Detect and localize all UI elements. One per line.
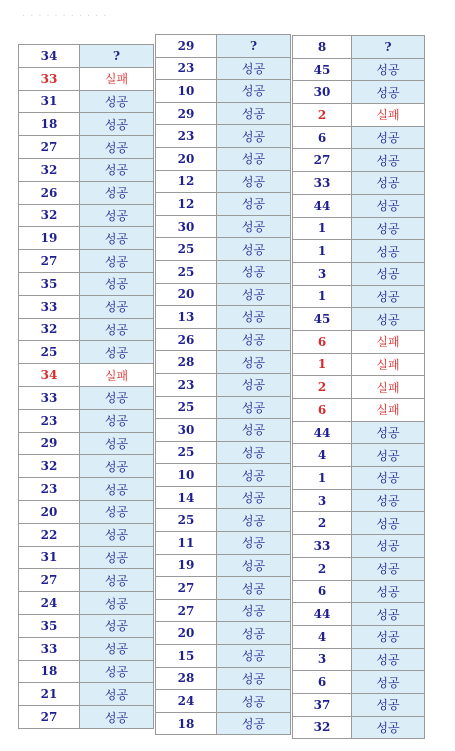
number-cell: 11 <box>156 532 217 555</box>
number-cell: 44 <box>293 421 352 444</box>
number-cell: 22 <box>19 523 80 546</box>
number-cell: 32 <box>19 455 80 478</box>
number-cell: 21 <box>19 683 80 706</box>
result-cell: 성공 <box>80 227 154 250</box>
table-row <box>19 706 154 729</box>
number-cell: 25 <box>156 238 217 261</box>
number-cell: 1 <box>293 467 352 490</box>
result-cell: 성공 <box>352 194 425 217</box>
result-cell: 성공 <box>352 58 425 81</box>
result-cell: 성공 <box>80 90 154 113</box>
table-row <box>156 554 291 577</box>
table-row <box>156 80 291 103</box>
number-cell: 1 <box>293 240 352 263</box>
result-cell: 성공 <box>352 308 425 331</box>
result-cell: 성공 <box>352 467 425 490</box>
number-cell: 44 <box>293 194 352 217</box>
table-row <box>19 523 154 546</box>
table-row <box>293 512 425 535</box>
result-cell: 성공 <box>80 523 154 546</box>
number-cell: 2 <box>293 512 352 535</box>
number-cell: 3 <box>293 262 352 285</box>
table-row <box>293 421 425 444</box>
number-cell: 2 <box>293 104 352 127</box>
table-row <box>19 90 154 113</box>
number-cell: 30 <box>293 81 352 104</box>
result-cell: 성공 <box>352 512 425 535</box>
number-cell: 23 <box>156 57 217 80</box>
result-cell: 성공 <box>80 409 154 432</box>
number-cell: 34 <box>19 364 80 387</box>
table-row <box>156 396 291 419</box>
table-row <box>156 645 291 668</box>
result-cell: 성공 <box>80 318 154 341</box>
number-cell: 6 <box>293 580 352 603</box>
table-row <box>19 158 154 181</box>
result-cell: 성공 <box>352 240 425 263</box>
number-cell: 18 <box>19 660 80 683</box>
table-row <box>156 622 291 645</box>
table-row <box>293 58 425 81</box>
number-cell: 44 <box>293 603 352 626</box>
result-cell: 성공 <box>352 535 425 558</box>
number-cell: 26 <box>19 181 80 204</box>
table-row <box>293 671 425 694</box>
number-cell: 23 <box>156 373 217 396</box>
result-cell: 성공 <box>352 648 425 671</box>
number-cell: 14 <box>156 486 217 509</box>
table-row <box>156 102 291 125</box>
results-table-3 <box>292 35 425 739</box>
number-cell: 45 <box>293 58 352 81</box>
table-row <box>293 172 425 195</box>
table-row <box>293 353 425 376</box>
number-cell: 27 <box>293 149 352 172</box>
number-cell: 25 <box>156 396 217 419</box>
table-row <box>19 409 154 432</box>
table-row <box>293 81 425 104</box>
number-cell: 1 <box>293 217 352 240</box>
number-cell: 33 <box>19 295 80 318</box>
table-row <box>19 295 154 318</box>
table-row <box>19 250 154 273</box>
table-row <box>293 535 425 558</box>
table-row <box>19 614 154 637</box>
result-cell: 성공 <box>80 204 154 227</box>
result-cell: 성공 <box>352 421 425 444</box>
result-cell: 실패 <box>352 399 425 422</box>
result-cell: 성공 <box>217 238 291 261</box>
number-cell: 29 <box>156 102 217 125</box>
table-row <box>19 204 154 227</box>
number-cell: 2 <box>293 557 352 580</box>
number-cell: 2 <box>293 376 352 399</box>
number-cell: 27 <box>156 577 217 600</box>
number-cell: 37 <box>293 693 352 716</box>
table-row <box>156 509 291 532</box>
result-cell: 성공 <box>217 102 291 125</box>
number-cell: 33 <box>19 386 80 409</box>
result-cell: 성공 <box>217 193 291 216</box>
result-cell: 성공 <box>352 693 425 716</box>
number-cell: 26 <box>156 328 217 351</box>
number-cell: 32 <box>293 716 352 739</box>
number-cell: 25 <box>19 341 80 364</box>
result-cell: 성공 <box>352 81 425 104</box>
result-cell: 성공 <box>80 500 154 523</box>
table-row <box>293 444 425 467</box>
results-table-1 <box>18 44 154 729</box>
result-cell: 성공 <box>217 80 291 103</box>
number-cell: 19 <box>156 554 217 577</box>
result-cell: 성공 <box>80 432 154 455</box>
result-cell: 성공 <box>217 215 291 238</box>
result-cell: 성공 <box>352 217 425 240</box>
number-cell: 1 <box>293 285 352 308</box>
table-row <box>156 351 291 374</box>
result-cell: 성공 <box>217 554 291 577</box>
result-cell: 성공 <box>217 396 291 419</box>
number-cell: 45 <box>293 308 352 331</box>
result-cell: 성공 <box>217 419 291 442</box>
header-row <box>156 35 291 58</box>
table-row <box>293 489 425 512</box>
result-cell: 성공 <box>217 373 291 396</box>
table-row <box>19 546 154 569</box>
number-cell: 20 <box>156 147 217 170</box>
table-row <box>293 262 425 285</box>
table-row <box>293 693 425 716</box>
number-cell: 23 <box>19 478 80 501</box>
number-cell: 10 <box>156 464 217 487</box>
number-cell: 20 <box>156 622 217 645</box>
table-row <box>293 399 425 422</box>
number-cell: 29 <box>156 35 217 58</box>
result-cell: 성공 <box>217 57 291 80</box>
result-cell: 실패 <box>80 364 154 387</box>
table-row <box>293 126 425 149</box>
result-cell: 성공 <box>352 126 425 149</box>
table-row <box>156 577 291 600</box>
number-cell: 27 <box>156 599 217 622</box>
table-row <box>19 136 154 159</box>
number-cell: 25 <box>156 260 217 283</box>
result-cell: 성공 <box>80 683 154 706</box>
result-cell: 실패 <box>352 104 425 127</box>
result-cell: 성공 <box>80 478 154 501</box>
table-row <box>19 500 154 523</box>
result-cell: 성공 <box>217 667 291 690</box>
result-cell: 성공 <box>80 386 154 409</box>
number-cell: 6 <box>293 126 352 149</box>
result-cell: 성공 <box>217 690 291 713</box>
result-cell: 성공 <box>217 464 291 487</box>
header-row <box>19 45 154 68</box>
table-row <box>156 238 291 261</box>
result-cell: ? <box>352 36 425 59</box>
table-row <box>19 341 154 364</box>
result-cell: 성공 <box>217 306 291 329</box>
table-row <box>293 104 425 127</box>
number-cell: 32 <box>19 318 80 341</box>
result-cell: 성공 <box>80 569 154 592</box>
number-cell: 12 <box>156 193 217 216</box>
number-cell: 6 <box>293 330 352 353</box>
result-cell: 성공 <box>217 577 291 600</box>
result-cell: 실패 <box>352 353 425 376</box>
table-row <box>293 149 425 172</box>
table-row <box>19 569 154 592</box>
table-row <box>293 330 425 353</box>
table-row <box>293 376 425 399</box>
table-row <box>293 557 425 580</box>
result-cell: 성공 <box>352 716 425 739</box>
result-cell: 성공 <box>80 455 154 478</box>
result-cell: 성공 <box>217 147 291 170</box>
result-cell: ? <box>80 45 154 68</box>
table-row <box>156 373 291 396</box>
number-cell: 30 <box>156 215 217 238</box>
result-cell: 성공 <box>80 181 154 204</box>
number-cell: 27 <box>19 136 80 159</box>
result-cell: 성공 <box>80 592 154 615</box>
table-row <box>156 147 291 170</box>
result-cell: 실패 <box>352 376 425 399</box>
result-cell: 성공 <box>352 580 425 603</box>
result-cell: 성공 <box>80 136 154 159</box>
number-cell: 31 <box>19 90 80 113</box>
number-cell: 23 <box>19 409 80 432</box>
table-row <box>19 272 154 295</box>
number-cell: 24 <box>19 592 80 615</box>
result-cell: 성공 <box>217 509 291 532</box>
result-cell: 성공 <box>217 351 291 374</box>
table-row <box>156 464 291 487</box>
table-row <box>19 660 154 683</box>
table-row <box>19 386 154 409</box>
result-cell: 성공 <box>80 341 154 364</box>
number-cell: 34 <box>19 45 80 68</box>
result-cell: 성공 <box>352 557 425 580</box>
result-cell: 성공 <box>352 149 425 172</box>
result-cell: 성공 <box>352 603 425 626</box>
table-row <box>156 486 291 509</box>
result-cell: 성공 <box>352 625 425 648</box>
number-cell: 1 <box>293 353 352 376</box>
table-row <box>156 125 291 148</box>
table-row <box>19 181 154 204</box>
table-row <box>293 217 425 240</box>
number-cell: 20 <box>156 283 217 306</box>
result-cell: 성공 <box>80 637 154 660</box>
table-row <box>19 683 154 706</box>
number-cell: 28 <box>156 667 217 690</box>
result-cell: 성공 <box>217 532 291 555</box>
result-cell: 성공 <box>352 262 425 285</box>
result-cell: 성공 <box>217 599 291 622</box>
table-row <box>19 318 154 341</box>
table-row <box>156 419 291 442</box>
table-row <box>156 260 291 283</box>
result-cell: 성공 <box>217 645 291 668</box>
table-row <box>293 285 425 308</box>
number-cell: 4 <box>293 444 352 467</box>
number-cell: 27 <box>19 569 80 592</box>
table-row <box>156 215 291 238</box>
result-cell: 성공 <box>80 113 154 136</box>
number-cell: 3 <box>293 648 352 671</box>
number-cell: 18 <box>156 712 217 735</box>
result-cell: 성공 <box>217 170 291 193</box>
number-cell: 23 <box>156 125 217 148</box>
result-cell: 성공 <box>80 295 154 318</box>
number-cell: 25 <box>156 509 217 532</box>
result-cell: 성공 <box>80 614 154 637</box>
table-row <box>19 592 154 615</box>
result-cell: 성공 <box>217 486 291 509</box>
number-cell: 33 <box>293 172 352 195</box>
table-row <box>156 712 291 735</box>
number-cell: 19 <box>19 227 80 250</box>
table-row <box>156 667 291 690</box>
table-row <box>19 455 154 478</box>
table-row <box>293 648 425 671</box>
result-cell: ? <box>217 35 291 58</box>
table-row <box>19 432 154 455</box>
result-cell: 성공 <box>80 250 154 273</box>
table-row <box>156 170 291 193</box>
number-cell: 10 <box>156 80 217 103</box>
number-cell: 35 <box>19 272 80 295</box>
number-cell: 6 <box>293 671 352 694</box>
table-row <box>156 57 291 80</box>
result-cell: 성공 <box>217 260 291 283</box>
result-cell: 성공 <box>217 622 291 645</box>
result-cell: 성공 <box>352 285 425 308</box>
result-cell: 성공 <box>80 706 154 729</box>
number-cell: 32 <box>19 158 80 181</box>
number-cell: 18 <box>19 113 80 136</box>
table-row <box>19 227 154 250</box>
number-cell: 35 <box>19 614 80 637</box>
number-cell: 32 <box>19 204 80 227</box>
number-cell: 28 <box>156 351 217 374</box>
table-row <box>293 308 425 331</box>
number-cell: 6 <box>293 399 352 422</box>
number-cell: 8 <box>293 36 352 59</box>
table-row <box>156 532 291 555</box>
result-cell: 성공 <box>217 328 291 351</box>
faint-watermark: · · · · · · · · · · · <box>22 10 108 21</box>
table-row <box>293 603 425 626</box>
number-cell: 3 <box>293 489 352 512</box>
number-cell: 25 <box>156 441 217 464</box>
number-cell: 33 <box>19 637 80 660</box>
result-cell: 성공 <box>217 283 291 306</box>
result-cell: 성공 <box>80 272 154 295</box>
table-row <box>156 599 291 622</box>
result-cell: 성공 <box>80 660 154 683</box>
result-cell: 실패 <box>352 330 425 353</box>
table-row <box>19 478 154 501</box>
table-row <box>156 441 291 464</box>
number-cell: 29 <box>19 432 80 455</box>
results-table-2 <box>155 34 291 735</box>
table-row <box>293 716 425 739</box>
table-row <box>19 113 154 136</box>
result-cell: 성공 <box>217 712 291 735</box>
number-cell: 27 <box>19 706 80 729</box>
number-cell: 20 <box>19 500 80 523</box>
header-row <box>293 36 425 59</box>
table-row <box>156 328 291 351</box>
table-row <box>19 364 154 387</box>
table-row <box>293 467 425 490</box>
number-cell: 33 <box>293 535 352 558</box>
table-row <box>19 67 154 90</box>
number-cell: 15 <box>156 645 217 668</box>
result-cell: 성공 <box>352 489 425 512</box>
number-cell: 12 <box>156 170 217 193</box>
result-cell: 성공 <box>217 441 291 464</box>
number-cell: 33 <box>19 67 80 90</box>
table-row <box>156 690 291 713</box>
number-cell: 13 <box>156 306 217 329</box>
table-row <box>293 240 425 263</box>
table-row <box>156 193 291 216</box>
result-cell: 성공 <box>352 444 425 467</box>
result-cell: 성공 <box>80 158 154 181</box>
number-cell: 24 <box>156 690 217 713</box>
number-cell: 27 <box>19 250 80 273</box>
table-row <box>156 283 291 306</box>
result-cell: 성공 <box>352 172 425 195</box>
result-cell: 성공 <box>217 125 291 148</box>
table-row <box>293 580 425 603</box>
table-row <box>156 306 291 329</box>
number-cell: 30 <box>156 419 217 442</box>
result-cell: 실패 <box>80 67 154 90</box>
table-row <box>293 194 425 217</box>
number-cell: 4 <box>293 625 352 648</box>
table-row <box>293 625 425 648</box>
number-cell: 31 <box>19 546 80 569</box>
result-cell: 성공 <box>352 671 425 694</box>
table-row <box>19 637 154 660</box>
result-cell: 성공 <box>80 546 154 569</box>
